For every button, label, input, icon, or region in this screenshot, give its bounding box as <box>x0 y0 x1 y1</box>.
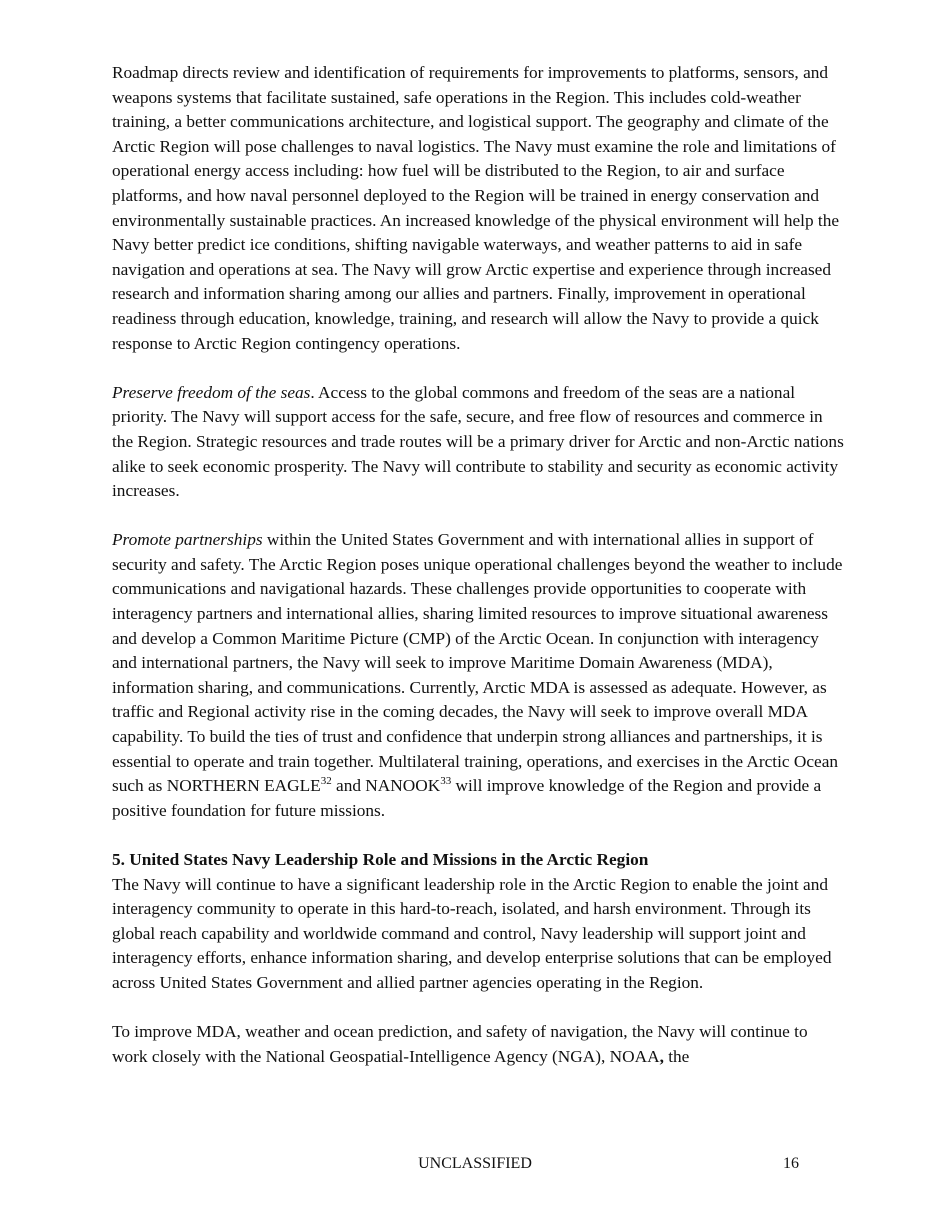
bold-comma: , <box>659 1046 664 1066</box>
footnote-ref-33[interactable]: 33 <box>440 775 452 788</box>
footnote-ref-32[interactable]: 32 <box>320 775 332 788</box>
paragraph-mda-end: the <box>663 1046 690 1066</box>
classification-marking: UNCLASSIFIED <box>418 1155 532 1172</box>
paragraph-freedom-of-seas <box>112 381 847 504</box>
paragraph-leadership-role: The Navy will continue to have a significant leadership role in the Arctic Region to enable the joint and interagency community to operate in this hard-to-reach, isolated, and harsh environment. Through its global reach capability and worldwide command and control, Navy leadership will support joint and interagency efforts, enhance information sharing, and develop enterprise solutions that can be employed across United States Government and allied partner agencies operating in the Region. <box>112 874 832 992</box>
section-heading: 5. United States Navy Leadership Role and Missions in the Arctic Region <box>112 850 649 869</box>
italic-lead-partnerships: Promote partnerships <box>112 530 263 550</box>
page-number: 16 <box>783 1155 799 1172</box>
paragraph-partnerships-body: within the United States Government and with international allies in support of security and safety. The Arctic Region poses unique operational challenges beyond the weather to include communications and navigational hazards. These challenges provide opportunities to cooperate with interagency partners and international allies, sharing limited resources to improve situational awareness and develop a Common Maritime Picture (CMP) of the Arctic Ocean. In conjunction with interagency and international partners, the Navy will seek to improve Maritime Domain Awareness (MDA), information sharing, and communications. Currently, Arctic MDA is assessed as adequate. However, as traffic and Regional activity rise in the coming decades, the Navy will seek to improve overall MDA capability. To build the ties of trust and confidence that underpin strong alliances and partnerships, it is essential to operate and train together. Multilateral training, operations, and exercises in the Arctic Ocean such as NORTHERN EAGLE <box>112 530 843 796</box>
paragraph-mda-start: To improve MDA, weather and ocean prediction, and safety of navigation, the Navy will continue to work closely with the National Geospatial-Intelligence Agency (NGA), NOAA <box>112 1022 808 1066</box>
document-body <box>112 61 847 1069</box>
paragraph-partnerships-end: will improve knowledge of the Region and provide a positive foundation for future missions. <box>112 776 822 820</box>
paragraph-freedom-body: . Access to the global commons and freedom of the seas are a national priority. The Navy will support access for the safe, secure, and free flow of resources and commerce in the Region. Strategic resources and trade routes will be a primary driver for Arctic and non-Arctic nations alike to seek economic prosperity. The Navy will contribute to stability and security as economic activity increases. <box>112 382 844 501</box>
paragraph-roadmap: Roadmap directs review and identification of requirements for improvements to platforms, sensors, and weapons systems that facilitate sustained, safe operations in the Region. This includes cold-weather training, a better communications architecture, and logistical support. The geography and climate of the Arctic Region will pose challenges to naval logistics. The Navy must examine the role and limitations of operational energy access including: how fuel will be distributed to the Region, to air and surface platforms, and how naval personnel deployed to the Region will be trained in energy conservation and environmentally sustainable practices. An increased knowledge of the physical environment will help the Navy better predict ice conditions, shifting navigable waterways, and weather patterns to aid in safe navigation and operations at sea. The Navy will grow Arctic expertise and experience through increased research and information sharing among our allies and partners. Finally, improvement in operational readiness through education, knowledge, training, and research will allow the Navy to provide a quick response to Arctic Region contingency operations. <box>112 63 840 353</box>
paragraph-mda <box>112 1020 847 1069</box>
paragraph-partnerships <box>112 528 847 823</box>
italic-lead-freedom: Preserve freedom of the seas <box>112 382 311 402</box>
paragraph-partnerships-mid: and NANOOK <box>331 776 441 796</box>
